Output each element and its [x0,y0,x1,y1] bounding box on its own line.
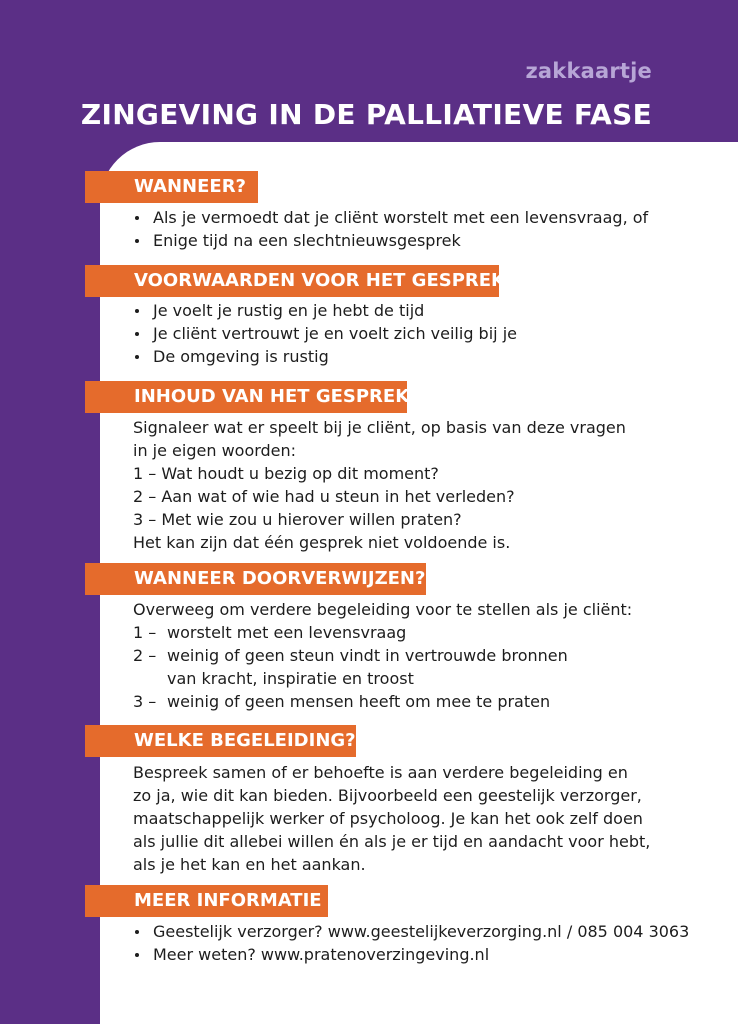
intro-line: Overweeg om verdere begeleiding voor te stellen als je cliënt: [133,600,633,619]
item-text: worstelt met een levensvraag [167,623,407,642]
question-line: 1 – Wat houdt u bezig op dit moment? [133,464,439,483]
section-body-inhoud [133,416,698,554]
item-number: 2 – [133,646,157,665]
item-continuation: van kracht, inspiratie en troost [167,669,414,688]
text-line: als je het kan en het aankan. [133,855,366,874]
numbered-item [133,690,698,713]
item-number: 1 – [133,623,157,642]
text-line: Bespreek samen of er behoefte is aan verdere begeleiding en [133,763,628,782]
bullet-item: Als je vermoedt dat je cliënt worstelt met een levensvraag, of [133,206,698,229]
intro-line: Signaleer wat er speelt bij je cliënt, op basis van deze vragen [133,418,626,437]
question-line: 3 – Met wie zou u hierover willen praten? [133,510,462,529]
section-body-informatie [133,920,698,966]
page-title: ZINGEVING IN DE PALLIATIEVE FASE [80,98,652,131]
subtitle: zakkaartje [525,59,652,83]
item-text: weinig of geen steun vindt in vertrouwde bronnen [167,646,568,665]
section-heading-informatie: MEER INFORMATIE [85,885,328,917]
numbered-item [133,644,698,667]
section-body-doorverwijzen [133,598,698,713]
question-line: 2 – Aan wat of wie had u steun in het verleden? [133,487,515,506]
text-line: als jullie dit allebei willen én als je er tijd en aandacht voor hebt, [133,832,651,851]
item-number: 3 – [133,692,157,711]
section-heading-wanneer: WANNEER? [85,171,258,203]
section-body-wanneer [133,206,698,252]
section-heading-voorwaarden: VOORWAARDEN VOOR HET GESPREK [85,265,499,297]
item-text: weinig of geen mensen heeft om mee te praten [167,692,551,711]
section-body-voorwaarden [133,299,698,368]
bullet-item: Je voelt je rustig en je hebt de tijd [133,299,698,322]
bullet-item: De omgeving is rustig [133,345,698,368]
intro-line: in je eigen woorden: [133,441,297,460]
bullet-item: Je cliënt vertrouwt je en voelt zich veilig bij je [133,322,698,345]
bullet-item: Meer weten? www.pratenoverzingeving.nl [133,943,698,966]
text-line: maatschappelijk werker of psycholoog. Je kan het ook zelf doen [133,809,643,828]
bullet-item: Enige tijd na een slechtnieuwsgesprek [133,229,698,252]
outro-line: Het kan zijn dat één gesprek niet voldoende is. [133,533,511,552]
section-body-begeleiding [133,761,698,876]
text-line: zo ja, wie dit kan bieden. Bijvoorbeeld een geestelijk verzorger, [133,786,642,805]
section-heading-doorverwijzen: WANNEER DOORVERWIJZEN? [85,563,426,595]
section-heading-begeleiding: WELKE BEGELEIDING? [85,725,356,757]
numbered-item [133,621,698,644]
section-heading-inhoud: INHOUD VAN HET GESPREK [85,381,407,413]
bullet-item: Geestelijk verzorger? www.geestelijkeverzorging.nl / 085 004 3063 [133,920,698,943]
